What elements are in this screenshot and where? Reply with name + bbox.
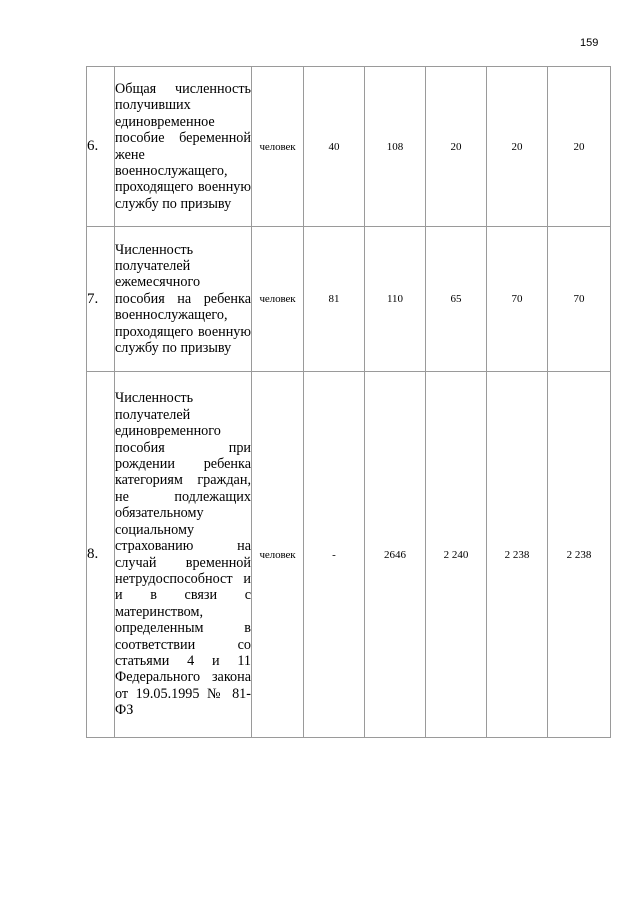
unit-cell: человек bbox=[252, 227, 304, 372]
value-cell: 65 bbox=[426, 227, 487, 372]
value-cell: 70 bbox=[487, 227, 548, 372]
value-cell: 20 bbox=[548, 67, 611, 227]
indicator-name: Численность получателей ежемесячного пособия на ребенка военнослужащего, проходящего военную службу по призыву bbox=[115, 227, 252, 372]
row-number: 8. bbox=[87, 372, 115, 738]
unit-cell: человек bbox=[252, 372, 304, 738]
indicator-name: Общая численность получивших единовременное пособие беременной жене военнослужащего, проходящего военную службу по призыву bbox=[115, 67, 252, 227]
value-cell: 70 bbox=[548, 227, 611, 372]
value-cell: 40 bbox=[304, 67, 365, 227]
table-row bbox=[87, 372, 611, 738]
value-cell: 108 bbox=[365, 67, 426, 227]
value-cell: 2 238 bbox=[548, 372, 611, 738]
value-cell: 20 bbox=[426, 67, 487, 227]
value-cell: 2 240 bbox=[426, 372, 487, 738]
row-number: 6. bbox=[87, 67, 115, 227]
indicator-name: Численность получателей единовременного пособия при рождении ребенка категориям граждан, не подлежащих обязательному социальному страхованию на случай временной нетрудоспособност и и в связи с материнством, определенным в соответствии со статьями 4 и 11 Федерального закона от 19.05.1995 № 81-ФЗ bbox=[115, 372, 252, 738]
table-row bbox=[87, 227, 611, 372]
value-cell: 2646 bbox=[365, 372, 426, 738]
unit-cell: человек bbox=[252, 67, 304, 227]
table-row bbox=[87, 67, 611, 227]
page-number: 159 bbox=[580, 37, 599, 49]
row-number: 7. bbox=[87, 227, 115, 372]
value-cell: - bbox=[304, 372, 365, 738]
value-cell: 2 238 bbox=[487, 372, 548, 738]
value-cell: 110 bbox=[365, 227, 426, 372]
indicator-table bbox=[86, 66, 611, 738]
value-cell: 81 bbox=[304, 227, 365, 372]
value-cell: 20 bbox=[487, 67, 548, 227]
